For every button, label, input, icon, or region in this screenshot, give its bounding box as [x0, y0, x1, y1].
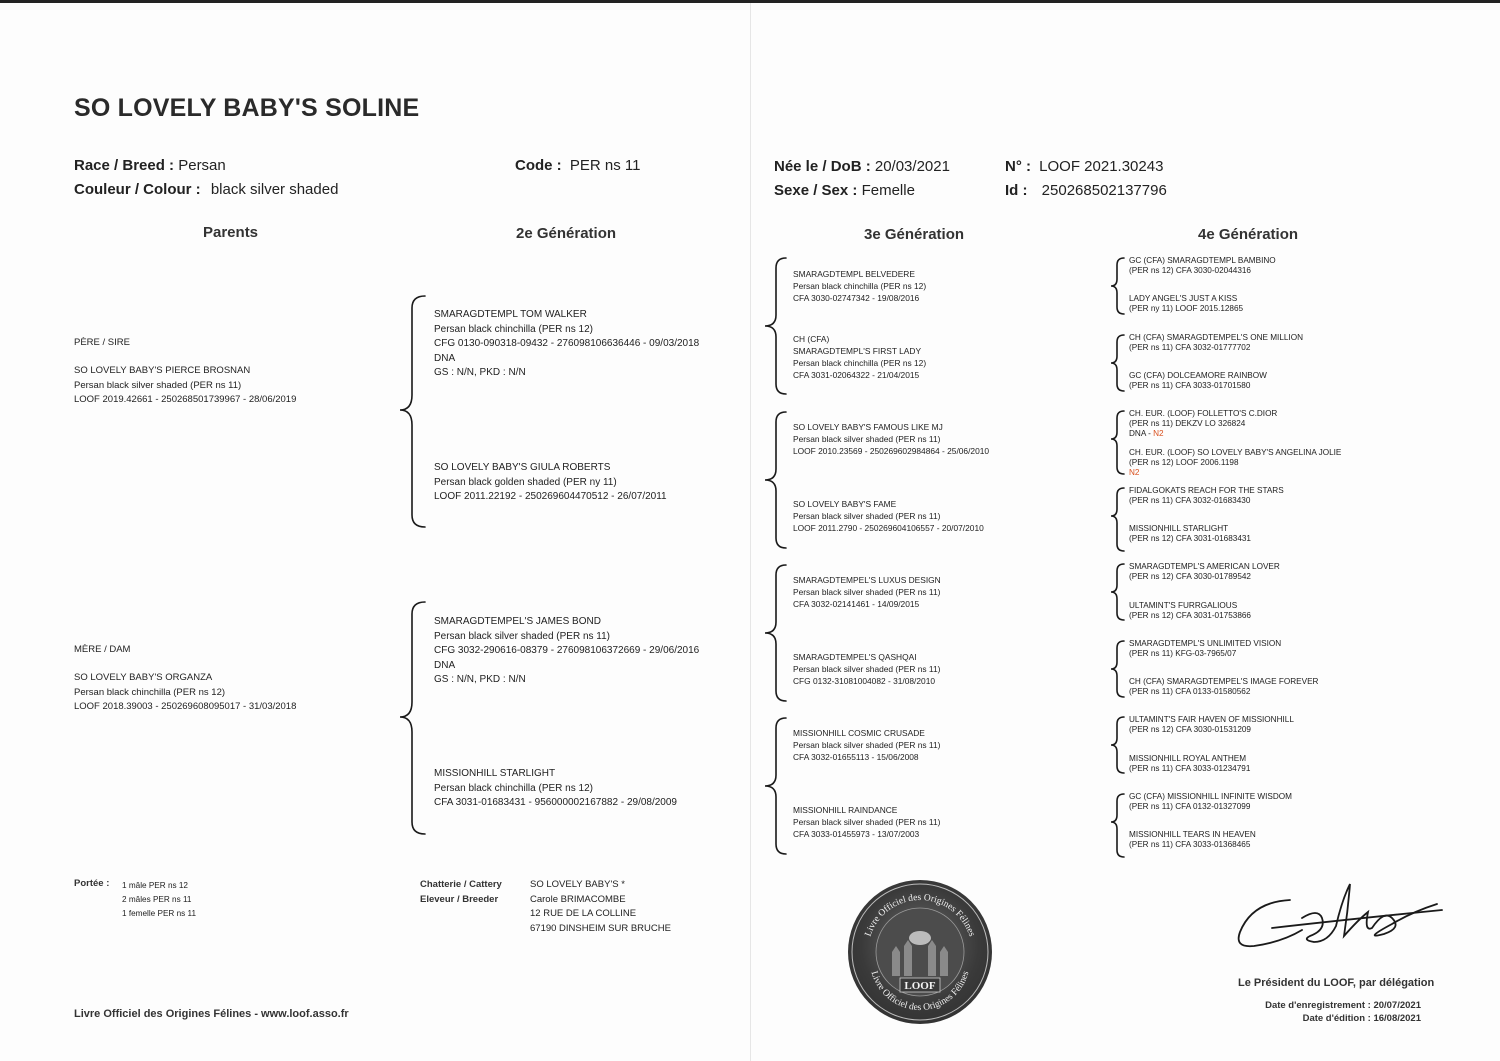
seal-top-text: Livre Officiel des Origines Félines	[863, 892, 977, 938]
gen4-name: SMARAGDTEMPL'S AMERICAN LOVER	[1129, 562, 1280, 571]
gen4-registration: (PER ns 11) CFA 3033-01234791	[1129, 764, 1251, 774]
litter-line: 1 mâle PER ns 12	[122, 881, 188, 890]
gen4-registration: (PER ns 11) DEKZV LO 326824	[1129, 419, 1246, 429]
breeder-street: 12 RUE DE LA COLLINE	[530, 908, 637, 919]
cattery-label: Chatterie / Cattery	[420, 879, 502, 890]
brace-g4-6	[1111, 641, 1124, 697]
race-value: Persan	[178, 157, 226, 174]
gen4-name: CH (CFA) SMARAGDTEMPEL'S IMAGE FOREVER	[1129, 677, 1319, 686]
litter-label: Portée :	[74, 878, 110, 889]
gen3-name: SMARAGDTEMPL'S FIRST LADY	[793, 346, 922, 356]
brace-dam	[400, 602, 425, 834]
cattery-name: SO LOVELY BABY'S *	[530, 879, 625, 890]
dob-value: 20/03/2021	[874, 158, 950, 175]
sire-label: PÈRE / SIRE	[74, 337, 130, 348]
gen2-registration: CFG 0130-090318-09432 - 276098106636446 - 09/03/2018	[434, 338, 700, 350]
gen3-breed: Persan black chinchilla (PER ns 12)	[793, 358, 927, 368]
number-label: N° :	[1005, 158, 1031, 175]
gen3-title: CH (CFA)	[793, 334, 830, 344]
gen4-name: MISSIONHILL ROYAL ANTHEM	[1129, 754, 1247, 763]
gen4-name: SMARAGDTEMPL'S UNLIMITED VISION	[1129, 639, 1282, 648]
gen4-entry-16	[1129, 830, 1256, 850]
cattery-details	[530, 878, 671, 936]
dob-label: Née le / DoB :	[774, 158, 871, 175]
gen4-registration: (PER ns 11) CFA 3032-01777702	[1129, 343, 1251, 353]
gen4-name: MISSIONHILL STARLIGHT	[1129, 524, 1229, 533]
gen3-entry-6	[793, 651, 940, 687]
gen3-entry-8	[793, 804, 940, 840]
gen4-name: CH. EUR. (LOOF) SO LOVELY BABY'S ANGELINA JOLIE	[1129, 448, 1342, 457]
gen3-breed: Persan black silver shaded (PER ns 11)	[793, 664, 941, 674]
brace-g4-8	[1111, 794, 1124, 857]
gen2-registration: CFA 3031-01683431 - 956000002167882 - 29/08/2009	[434, 797, 677, 809]
gen4-entry-1	[1129, 256, 1276, 276]
brace-g4-2	[1111, 335, 1124, 391]
colour-label: Couleur / Colour :	[74, 181, 201, 198]
gen4-entry-2	[1129, 294, 1243, 314]
gen2-name: SMARAGDTEMPL TOM WALKER	[434, 309, 587, 320]
brace-g3-3	[765, 565, 786, 701]
gen2-tests: GS : N/N, PKD : N/N	[434, 367, 526, 379]
gen4-name: GC (CFA) MISSIONHILL INFINITE WISDOM	[1129, 792, 1292, 801]
gen4-dna-line	[1129, 429, 1277, 439]
registration-date: Date d'enregistrement : 20/07/2021	[1265, 1000, 1421, 1011]
gen4-entry-6	[1129, 448, 1341, 479]
gen4-registration: (PER ns 12) CFA 3031-01753866	[1129, 611, 1251, 621]
gen3-name: MISSIONHILL RAINDANCE	[793, 805, 898, 815]
gen3-breed: Persan black silver shaded (PER ns 11)	[793, 817, 941, 827]
litter-line: 2 mâles PER ns 11	[122, 895, 192, 905]
gen3-entry-1	[793, 268, 926, 304]
gen4-registration: (PER ns 12) CFA 3031-01683431	[1129, 534, 1251, 544]
gen4-entry-7	[1129, 486, 1284, 506]
gen4-registration: (PER ns 12) LOOF 2006.1198	[1129, 458, 1239, 468]
gen4-entry-9	[1129, 562, 1280, 582]
gen4-entry-13	[1129, 715, 1294, 735]
brace-g3-1	[765, 258, 786, 394]
brace-sire	[400, 296, 425, 527]
sire-name: SO LOVELY BABY'S PIERCE BROSNAN	[74, 365, 251, 376]
brace-g3-4	[765, 718, 786, 854]
gen3-registration: CFG 0132-31081004082 - 31/08/2010	[793, 676, 936, 686]
brace-g4-1	[1111, 258, 1124, 314]
gen2-entry-4	[434, 767, 677, 811]
gen4-registration: (PER ns 12) CFA 3030-01531209	[1129, 725, 1251, 735]
gen4-name: ULTAMINT'S FURRGALIOUS	[1129, 601, 1238, 610]
gen3-name: SMARAGDTEMPEL'S LUXUS DESIGN	[793, 575, 941, 585]
gen4-n2-badge: N2	[1129, 468, 1140, 478]
seal-bottom-text: Livre Officiel des Origines Félines	[868, 970, 972, 1014]
gen2-entry-1	[434, 308, 699, 381]
gen3-breed: Persan black silver shaded (PER ns 11)	[793, 511, 941, 521]
gen4-registration: (PER ns 11) CFA 3032-01683430	[1129, 496, 1251, 506]
gen2-dna: DNA	[434, 352, 456, 364]
gen4-entry-3	[1129, 333, 1303, 353]
gen3-name: SMARAGDTEMPEL'S QASHQAI	[793, 652, 917, 662]
gen3-registration: LOOF 2010.23569 - 250269602984864 - 25/06/2010	[793, 446, 990, 456]
gen2-entry-3	[434, 615, 699, 688]
gen3-breed: Persan black silver shaded (PER ns 11)	[793, 587, 941, 597]
gen2-breed: Persan black silver shaded (PER ns 11)	[434, 630, 611, 642]
gen4-registration: (PER ns 12) CFA 3030-01789542	[1129, 572, 1251, 582]
gen4-name: CH. EUR. (LOOF) FOLLETTO'S C.DIOR	[1129, 409, 1278, 418]
gen2-dna: DNA	[434, 659, 456, 671]
column-gen4: 4e Génération	[1198, 226, 1299, 243]
gen2-breed: Persan black chinchilla (PER ns 12)	[434, 323, 593, 335]
gen4-name: CH (CFA) SMARAGDTEMPEL'S ONE MILLION	[1129, 333, 1303, 342]
breeder-name: Carole BRIMACOMBE	[530, 893, 626, 905]
cattery-labels	[420, 878, 502, 907]
sex-label: Sexe / Sex :	[774, 182, 858, 199]
gen4-entry-15	[1129, 792, 1292, 812]
gen3-entry-2	[793, 333, 926, 381]
gen4-registration: (PER ns 11) CFA 3033-01368465	[1129, 840, 1251, 850]
gen3-breed: Persan black silver shaded (PER ns 11)	[793, 740, 941, 750]
seal-center-text: LOOF	[904, 980, 936, 992]
president-signature	[1232, 880, 1447, 960]
gen2-breed: Persan black chinchilla (PER ns 12)	[434, 782, 593, 794]
gen2-breed: Persan black golden shaded (PER ny 11)	[434, 476, 617, 488]
gen2-registration: LOOF 2011.22192 - 250269604470512 - 26/07/2011	[434, 491, 667, 503]
id-value: 250268502137796	[1041, 182, 1167, 199]
gen4-entry-10	[1129, 601, 1251, 621]
gen3-registration: CFA 3030-02747342 - 19/08/2016	[793, 293, 920, 303]
dam-breed: Persan black chinchilla (PER ns 12)	[74, 686, 226, 698]
colour-value: black silver shaded	[210, 181, 339, 198]
code-value: PER ns 11	[569, 157, 641, 174]
gen3-entry-4	[793, 498, 984, 534]
gen3-breed: Persan black chinchilla (PER ns 12)	[793, 281, 927, 291]
breeder-city: 67190 DINSHEIM SUR BRUCHE	[530, 922, 671, 934]
gen3-name: SMARAGDTEMPL BELVEDERE	[793, 269, 915, 279]
column-gen3: 3e Génération	[864, 226, 965, 243]
gen3-entry-3	[793, 421, 989, 457]
litter-line: 1 femelle PER ns 11	[122, 909, 197, 919]
gen4-n2-badge: N2	[1153, 429, 1164, 439]
sex-value: Femelle	[861, 182, 915, 199]
gen4-entry-11	[1129, 639, 1281, 659]
brace-g4-3	[1111, 411, 1124, 474]
gen4-entry-14	[1129, 754, 1250, 774]
brace-g4-7	[1111, 717, 1124, 773]
gen4-entry-5	[1129, 409, 1277, 440]
gen2-entry-2	[434, 461, 667, 505]
gen4-name: GC (CFA) DOLCEAMORE RAINBOW	[1129, 371, 1267, 380]
footer-text: Livre Officiel des Origines Félines - www.loof.asso.fr	[74, 1008, 349, 1020]
column-parents: Parents	[203, 224, 259, 241]
gen3-name: MISSIONHILL COSMIC CRUSADE	[793, 728, 925, 738]
dam-name: SO LOVELY BABY'S ORGANZA	[74, 672, 213, 683]
gen4-registration: (PER ns 12) CFA 3030-02044316	[1129, 266, 1251, 276]
brace-g4-4	[1111, 488, 1124, 551]
gen2-name: MISSIONHILL STARLIGHT	[434, 768, 556, 779]
gen4-name: FIDALGOKATS REACH FOR THE STARS	[1129, 486, 1284, 495]
dates-block	[1265, 999, 1421, 1025]
gen2-name: SO LOVELY BABY'S GIULA ROBERTS	[434, 462, 611, 473]
gen4-entry-4	[1129, 371, 1267, 391]
column-gen2: 2e Génération	[516, 225, 617, 242]
gen4-registration: (PER ns 11) CFA 0132-01327099	[1129, 802, 1251, 812]
gen3-entry-7	[793, 727, 940, 763]
sire-breed: Persan black silver shaded (PER ns 11)	[74, 379, 242, 391]
gen3-registration: CFA 3032-02141461 - 14/09/2015	[793, 599, 920, 609]
gen3-registration: CFA 3033-01455973 - 13/07/2003	[793, 829, 920, 839]
gen4-name: LADY ANGEL'S JUST A KISS	[1129, 294, 1238, 303]
gen3-name: SO LOVELY BABY'S FAMOUS LIKE MJ	[793, 422, 943, 432]
gen4-name: ULTAMINT'S FAIR HAVEN OF MISSIONHILL	[1129, 715, 1294, 724]
gen2-name: SMARAGDTEMPEL'S JAMES BOND	[434, 616, 601, 627]
gen4-registration: (PER ny 11) LOOF 2015.12865	[1129, 304, 1244, 314]
president-label: Le Président du LOOF, par délégation	[1238, 977, 1435, 989]
gen4-entry-8	[1129, 524, 1251, 544]
gen4-registration: (PER ns 11) KFG-03-7965/07	[1129, 649, 1237, 659]
litter-list	[122, 879, 196, 922]
gen3-entry-5	[793, 574, 941, 610]
cat-name-title: SO LOVELY BABY'S SOLINE	[74, 94, 420, 122]
gen4-registration: (PER ns 11) CFA 0133-01580562	[1129, 687, 1251, 697]
gen4-entry-12	[1129, 677, 1318, 697]
id-label: Id :	[1005, 182, 1028, 199]
loof-seal	[848, 880, 992, 1024]
gen4-dna: DNA -	[1129, 429, 1154, 439]
gen2-registration: CFG 3032-290616-08379 - 276098106372669 - 29/06/2016	[434, 645, 700, 657]
brace-g3-2	[765, 412, 786, 548]
gen4-name: MISSIONHILL TEARS IN HEAVEN	[1129, 830, 1256, 839]
dam-registration: LOOF 2018.39003 - 250269608095017 - 31/03/2018	[74, 701, 297, 712]
gen3-registration: LOOF 2011.2790 - 250269604106557 - 20/07/2010	[793, 523, 984, 533]
gen3-name: SO LOVELY BABY'S FAME	[793, 499, 897, 509]
gen2-tests: GS : N/N, PKD : N/N	[434, 674, 526, 686]
dam-label: MÈRE / DAM	[74, 644, 131, 655]
race-label: Race / Breed :	[74, 157, 175, 174]
edition-date: Date d'édition : 16/08/2021	[1302, 1013, 1421, 1024]
breeder-label: Eleveur / Breeder	[420, 893, 499, 905]
brace-g4-5	[1111, 564, 1124, 620]
gen4-name: GC (CFA) SMARAGDTEMPL BAMBINO	[1129, 256, 1276, 265]
gen3-registration: CFA 3031-02064322 - 21/04/2015	[793, 370, 920, 380]
code-label: Code :	[515, 157, 562, 174]
gen4-registration: (PER ns 11) CFA 3033-01701580	[1129, 381, 1251, 391]
gen3-breed: Persan black silver shaded (PER ns 11)	[793, 434, 941, 444]
gen3-registration: CFA 3032-01655113 - 15/06/2008	[793, 752, 919, 762]
number-value: LOOF 2021.30243	[1039, 158, 1164, 175]
sire-registration: LOOF 2019.42661 - 250268501739967 - 28/06/2019	[74, 394, 297, 405]
